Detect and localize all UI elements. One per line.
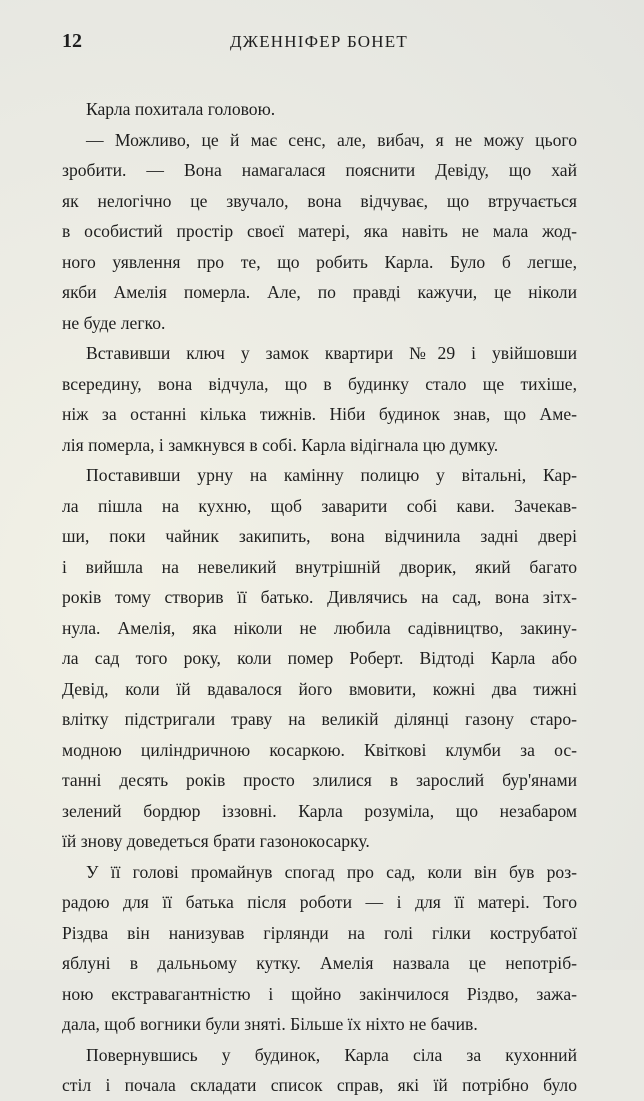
text-line: Різдва він нанизував гірлянди на голі гілки кострубатої [62, 922, 577, 943]
text-line: стіл і почала складати список справ, які їй потрібно було [62, 1075, 577, 1095]
text-line: і вийшла на невеликий внутрішній дворик, який багато [62, 556, 577, 577]
text-line: яблуні в дальньому кутку. Амелія назвала це непотріб- [62, 953, 577, 973]
text-line: лія померла, і замкнувся в собі. Карла відігнала цю думку. [62, 434, 499, 455]
text-line: модною циліндричною косаркою. Квіткові клумби за ос- [62, 739, 577, 760]
text-line: ла сад того року, коли помер Роберт. Відтоді Карла або [62, 648, 577, 668]
running-head [62, 30, 582, 60]
text-line: зробити. — Вона намагалася пояснити Девіду, що хай [62, 160, 577, 180]
text-line: нула. Амелія, яка ніколи не любила садівництво, закину- [62, 617, 577, 638]
text-line: Карла похитала головою. [86, 99, 276, 119]
text-line: дала, щоб вогники були зняті. Більше їх ніхто не бачив. [62, 1014, 478, 1034]
text-line: влітку підстригали траву на великій ділянці газону старо- [62, 709, 577, 729]
text-line: як нелогічно це звучало, вона відчуває, що втручається [62, 190, 577, 211]
text-line: їй знову доведеться брати газонокосарку. [62, 831, 370, 851]
text-line: ши, поки чайник закипить, вона відчинила задні двері [62, 526, 577, 546]
text-line: всередину, вона відчула, що в будинку стало ще тихіше, [62, 373, 577, 394]
text-line: — Можливо, це й має сенс, але, вибач, я не можу цього [86, 129, 577, 150]
text-line: ною екстравагантністю і щойно закінчилося Різдво, зажа- [62, 983, 577, 1004]
text-line: в особистий простір своєї матері, яка навіть не мала жод- [62, 221, 577, 241]
text-line: У її голові промайнув спогад про сад, коли він був роз- [86, 861, 577, 882]
text-line: Девід, коли їй вдавалося його вмовити, кожні два тижні [62, 678, 577, 699]
text-line: Поставивши урну на камінну полицю у вітальні, Кар- [86, 465, 577, 485]
text-line: ла пішла на кухню, щоб заварити собі кави. Зачекав- [62, 495, 577, 516]
text-line: ного уявлення про те, що робить Карла. Було б легше, [62, 251, 577, 272]
text-line: не буде легко. [62, 312, 166, 333]
page-number: 12 [62, 30, 82, 52]
text-line: танні десять років просто злилися в зарослий бур'янами [62, 770, 577, 790]
running-title: ДЖЕННІФЕР БОНЕТ [230, 32, 408, 51]
text-line: Вставивши ключ у замок квартири №29 і увійшовши [86, 343, 577, 363]
text-line: якби Амелія померла. Але, по правді кажучи, це ніколи [62, 282, 577, 302]
text-line: зелений бордюр іззовні. Карла розуміла, що незабаром [62, 800, 577, 821]
text-line: років тому створив її батько. Дивлячись на сад, вона зітх- [62, 587, 577, 607]
text-line: ніж за останні кілька тижнів. Ніби будинок знав, що Аме- [62, 404, 577, 424]
text-line: Повернувшись у будинок, Карла сіла за кухонний [86, 1044, 577, 1065]
body-text [62, 94, 577, 1101]
text-line: радою для її батька після роботи — і для її матері. Того [62, 892, 577, 912]
